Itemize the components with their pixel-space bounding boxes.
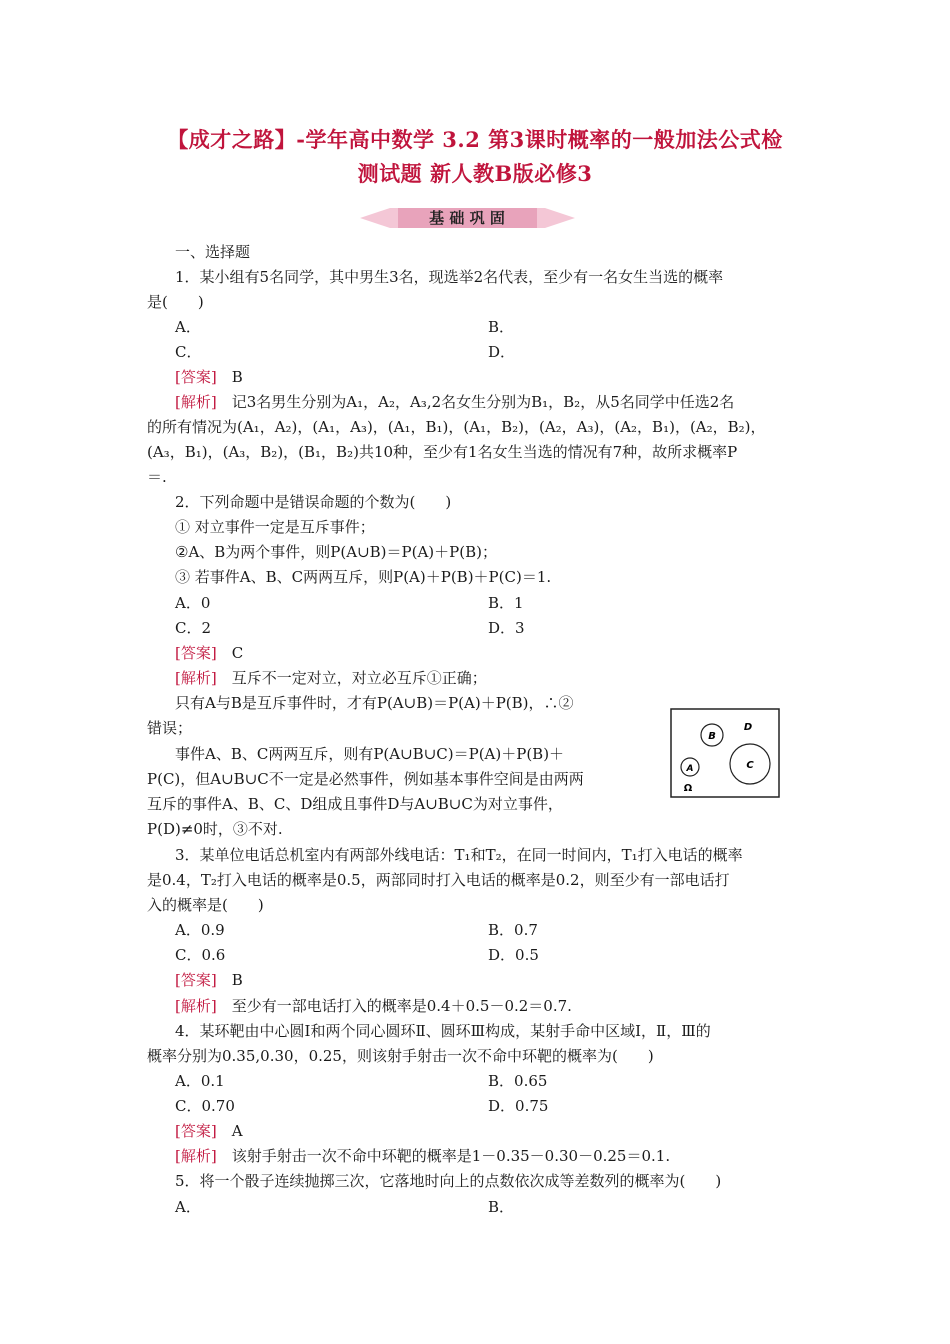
q4-option-b: B．0.65 (488, 1072, 548, 1090)
q2-option-a: A．0 (175, 594, 211, 612)
section-heading: 一、选择题 (175, 243, 251, 261)
q2-analysis-7: P(D)≠0时，③不对. (147, 820, 283, 838)
q1-answer (175, 366, 243, 387)
answer-value: A (231, 1122, 243, 1140)
analysis-text: 记3名男生分别为A₁，A₂，A₃,2名女生分别为B₁，B₂，从5名同学中任选2名 (231, 393, 735, 411)
q2-stem-4: ③ 若事件A、B、C两两互斥，则P(A)＋P(B)＋P(C)＝1. (175, 568, 552, 586)
answer-tag: [答案] (175, 644, 217, 662)
doc-title-line1: 【成才之路】-学年高中数学 3.2 第3课时概率的一般加法公式检 (167, 127, 783, 152)
q4-option-d: D．0.75 (488, 1097, 549, 1115)
q2-option-b: B．1 (488, 594, 524, 612)
answer-value: C (231, 644, 244, 662)
doc-title-line2: 测试题 新人教B版必修3 (357, 161, 593, 186)
answer-tag: [答案] (175, 368, 217, 386)
q5-stem-1: 5．将一个骰子连续抛掷三次，它落地时向上的点数依次成等差数列的概率为( ) (175, 1172, 722, 1190)
q2-analysis-1 (175, 667, 487, 688)
q2-analysis-3: 错误； (147, 719, 193, 737)
q3-option-a: A．0.9 (175, 921, 225, 939)
q1-option-a: A． (175, 318, 201, 336)
event-b-label: B (708, 731, 716, 742)
analysis-text: 至少有一部电话打入的概率是0.4＋0.5－0.2＝0.7. (231, 997, 572, 1015)
section-banner (360, 204, 575, 232)
q3-analysis-1 (175, 995, 572, 1016)
analysis-text: 互斥不一定对立，对立必互斥①正确； (231, 669, 487, 687)
q2-answer (175, 642, 243, 663)
q1-stem-1: 1．某小组有5名同学，其中男生3名，现选举2名代表，至少有一名女生当选的概率 (175, 268, 724, 286)
q1-option-d: D． (488, 343, 516, 361)
q3-stem-1: 3．某单位电话总机室内有两部外线电话：T₁和T₂，在同一时间内，T₁打入电话的概率 (175, 846, 743, 864)
answer-value: B (231, 368, 243, 386)
analysis-tag: [解析] (175, 1147, 217, 1165)
venn-diagram (670, 708, 780, 798)
q5-option-a: A． (175, 1198, 201, 1216)
q3-stem-2: 是0.4，T₂打入电话的概率是0.5，两部同时打入电话的概率是0.2，则至少有一部电话打 (147, 871, 730, 889)
q3-option-b: B．0.7 (488, 921, 538, 939)
q4-option-c: C．0.70 (175, 1097, 235, 1115)
q2-stem-1: 2．下列命题中是错误命题的个数为( ) (175, 493, 452, 511)
q2-option-d: D．3 (488, 619, 525, 637)
q2-analysis-6: 互斥的事件A、B、C、D组成且事件D与A∪B∪C为对立事件， (147, 795, 563, 813)
q2-analysis-5: P(C)，但A∪B∪C不一定是必然事件，例如基本事件空间是由两两 (147, 770, 584, 788)
analysis-tag: [解析] (175, 997, 217, 1015)
event-c-label: C (746, 760, 754, 771)
q3-stem-3: 入的概率是( ) (147, 896, 264, 914)
q1-option-b: B． (488, 318, 515, 336)
banner-text: 基 础 巩 固 (429, 209, 505, 227)
omega-label: Ω (683, 783, 693, 794)
event-d-label: D (743, 722, 753, 733)
answer-value: B (231, 971, 243, 989)
q1-option-c: C． (175, 343, 202, 361)
q4-analysis-1 (175, 1145, 670, 1166)
q4-answer (175, 1120, 243, 1141)
q2-analysis-4: 事件A、B、C两两互斥，则有P(A∪B∪C)＝P(A)＋P(B)＋ (175, 745, 565, 763)
analysis-text: 该射手射击一次不命中环靶的概率是1－0.35－0.30－0.25＝0.1. (231, 1147, 671, 1165)
answer-tag: [答案] (175, 971, 217, 989)
q4-option-a: A．0.1 (175, 1072, 225, 1090)
q1-analysis-1 (175, 391, 734, 412)
q3-option-d: D．0.5 (488, 946, 539, 964)
q2-stem-3: ②A、B为两个事件，则P(A∪B)＝P(A)＋P(B)； (175, 543, 497, 561)
answer-tag: [答案] (175, 1122, 217, 1140)
q1-stem-2: 是( ) (147, 293, 204, 311)
q4-stem-1: 4．某环靶由中心圆Ⅰ和两个同心圆环Ⅱ、圆环Ⅲ构成，某射手命中区域Ⅰ，Ⅱ，Ⅲ的 (175, 1022, 711, 1040)
analysis-tag: [解析] (175, 393, 217, 411)
q2-stem-2: ① 对立事件一定是互斥事件； (175, 518, 375, 536)
q3-option-c: C．0.6 (175, 946, 226, 964)
q5-option-b: B． (488, 1198, 515, 1216)
q4-stem-2: 概率分别为0.35,0.30，0.25，则该射手射击一次不命中环靶的概率为( ) (147, 1047, 654, 1065)
q3-answer (175, 969, 243, 990)
analysis-tag: [解析] (175, 669, 217, 687)
q1-analysis-3: (A₃，B₁)，(A₃，B₂)，(B₁，B₂)共10种，至少有1名女生当选的情况有7种，故所求概率P (147, 443, 738, 461)
q2-analysis-2: 只有A与B是互斥事件时，才有P(A∪B)＝P(A)＋P(B)，∴② (175, 694, 574, 712)
q1-analysis-4: ＝. (147, 468, 167, 486)
q1-analysis-2: 的所有情况为(A₁，A₂)，(A₁，A₃)，(A₁，B₁)，(A₁，B₂)，(A₂，A₃)，(A₂，B₁)，(A₂，B₂)， (147, 418, 766, 436)
q2-option-c: C．2 (175, 619, 212, 637)
event-a-label: A (686, 764, 694, 774)
